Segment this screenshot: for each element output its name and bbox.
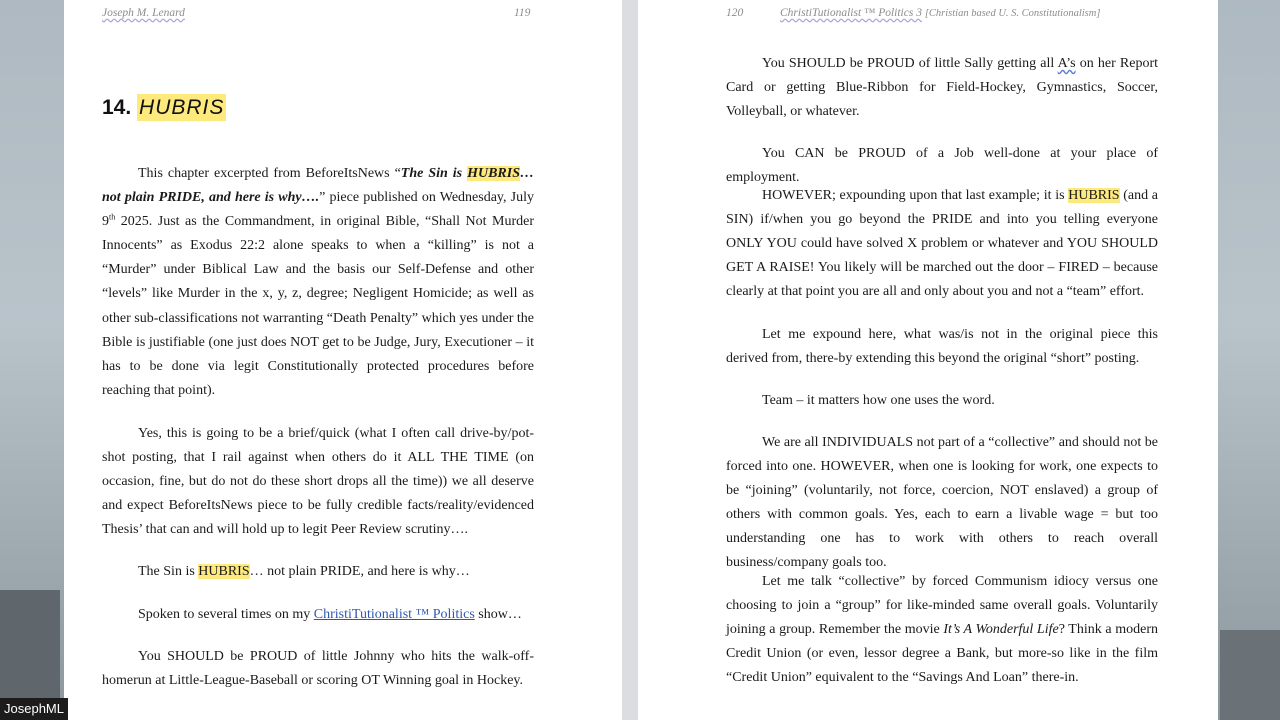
header-title: [780, 7, 1100, 19]
paragraph-4: [102, 603, 534, 627]
p3-b: … not plain PRIDE, and here is why…: [249, 564, 470, 579]
r3-b: (and a SIN) if/when you go beyond the PRIDE and into you telling everyone ONLY YOU could have solved X problem or whatever and YOU SHOULD GET A RAISE! You likely will be marched out the door – FIRED – because clearly at that point you are all and only about you and not a “team” effort.: [726, 188, 1159, 300]
politics-show-link[interactable]: ChristiTutionalist ™ Politics: [313, 607, 475, 622]
r7-a: Let me talk “collective” by forced Communism idiocy versus one choosing to join a “group” for like-minded same overall goals. Voluntarily joining a group. Remember the movie: [726, 574, 1158, 638]
r1-as-spellcheck: A’s: [1057, 56, 1076, 71]
header-author-text: Joseph M. Lenard: [102, 7, 185, 19]
p1-after-title: ” piece published on Wednesday, July 9: [102, 190, 535, 230]
r3-a: HOWEVER; expounding upon that last example; it is: [762, 188, 1069, 203]
paragraph-r1: [726, 52, 1158, 124]
page-number-right: 120: [726, 7, 744, 19]
page-gap: [622, 0, 638, 720]
chapter-heading: [102, 96, 226, 120]
p4-a: Spoken to several times on my: [138, 607, 314, 622]
p1-title-b: … not plain PRIDE, and here is why….: [102, 166, 535, 206]
p3-hubris-highlight: HUBRIS: [198, 564, 250, 579]
p1-hubris-highlight: HUBRIS: [467, 166, 521, 181]
header-subtitle: [Christian based U. S. Constitutionalism]: [924, 8, 1101, 19]
paragraph-r4: Let me expound here, what was/is not in the original piece this derived from, there-by extending this beyond the original “short” posting.: [726, 327, 1158, 367]
paragraph-5: You SHOULD be PROUD of little Johnny who hits the walk-off-homerun at Little-League-Baseball or scoring OT Winning goal in Hockey.: [102, 649, 534, 689]
paragraph-1: [102, 162, 534, 403]
p1-intro: This chapter excerpted from BeforeItsNews “: [138, 166, 401, 181]
header-title-text: ChristiTutionalist ™ Politics 3: [780, 7, 922, 19]
paragraph-2: Yes, this is going to be a brief/quick (what I often call drive-by/pot-shot posting, that I rail against when others do it ALL THE TIME (on occasion, fine, but do not do these short drops all the time)) we all deserve and expect BeforeItsNews piece to be fully credible facts/reality/evidenced Thesis’ that can and will hold up to legit Peer Review scrutiny….: [102, 426, 534, 538]
background-building-right: [1220, 630, 1280, 720]
r7-b: ? Think a modern Credit Union (or even, lessor degree a Bank, but more-so like in the film “Credit Union” equivalent to the “Savings And Loan” there-in.: [726, 622, 1158, 686]
document-page-119: [64, 0, 622, 720]
r1-a: You SHOULD be PROUD of little Sally getting all: [762, 56, 1058, 71]
r1-b: on her Report Card or getting Blue-Ribbon for Field-Hockey, Gymnastics, Soccer, Volleyball, or whatever.: [726, 56, 1158, 120]
header-author: [102, 7, 185, 19]
r7-movie-title: It’s A Wonderful Life: [943, 622, 1059, 638]
paragraph-r2: You CAN be PROUD of a Job well-done at your place of employment.: [726, 146, 1158, 186]
paragraph-r3: [726, 184, 1158, 304]
p4-b: show…: [474, 607, 522, 622]
p1-title-a: The Sin is: [400, 166, 468, 181]
p3-a: The Sin is: [138, 564, 199, 579]
p1-sup: th: [109, 212, 116, 222]
paragraph-r6: We are all INDIVIDUALS not part of a “collective” and should not be forced into one. HOWEVER, when one is looking for work, one expects to be “joining” (voluntarily, not force, coercion, NOT enslaved) a group of others with common goals. Yes, each to earn a livable wage = but too understanding one has to work with others to reach overall business/company goals too.: [726, 435, 1158, 571]
p1-rest: 2025. Just as the Commandment, in original Bible, “Shall Not Murder Innocents” as Exodus 22:2 alone speaks to when a “killing” is not a “Murder” under Biblical Law and the basis our Self-Defense and other “levels” like Murder in the x, y, z, degree; Negligent Homicide; as well as other sub-classifications not warranting “Death Penalty” which yes under the Bible is justifiable (one just does NOT get to be Judge, Jury, Executioner – it has to be done via legit Constitutionally protected procedures before reaching that point).: [102, 214, 534, 398]
chapter-title: HUBRIS: [139, 96, 225, 119]
participant-name-tag: JosephML: [0, 698, 68, 720]
r3-hubris-highlight: HUBRIS: [1068, 188, 1120, 203]
page-number: 119: [514, 7, 531, 19]
paragraph-r5: Team – it matters how one uses the word.: [762, 393, 995, 408]
document-page-120: [638, 0, 1218, 720]
chapter-number: 14.: [102, 96, 132, 119]
paragraph-3: [102, 560, 534, 584]
paragraph-r7: [726, 570, 1158, 690]
